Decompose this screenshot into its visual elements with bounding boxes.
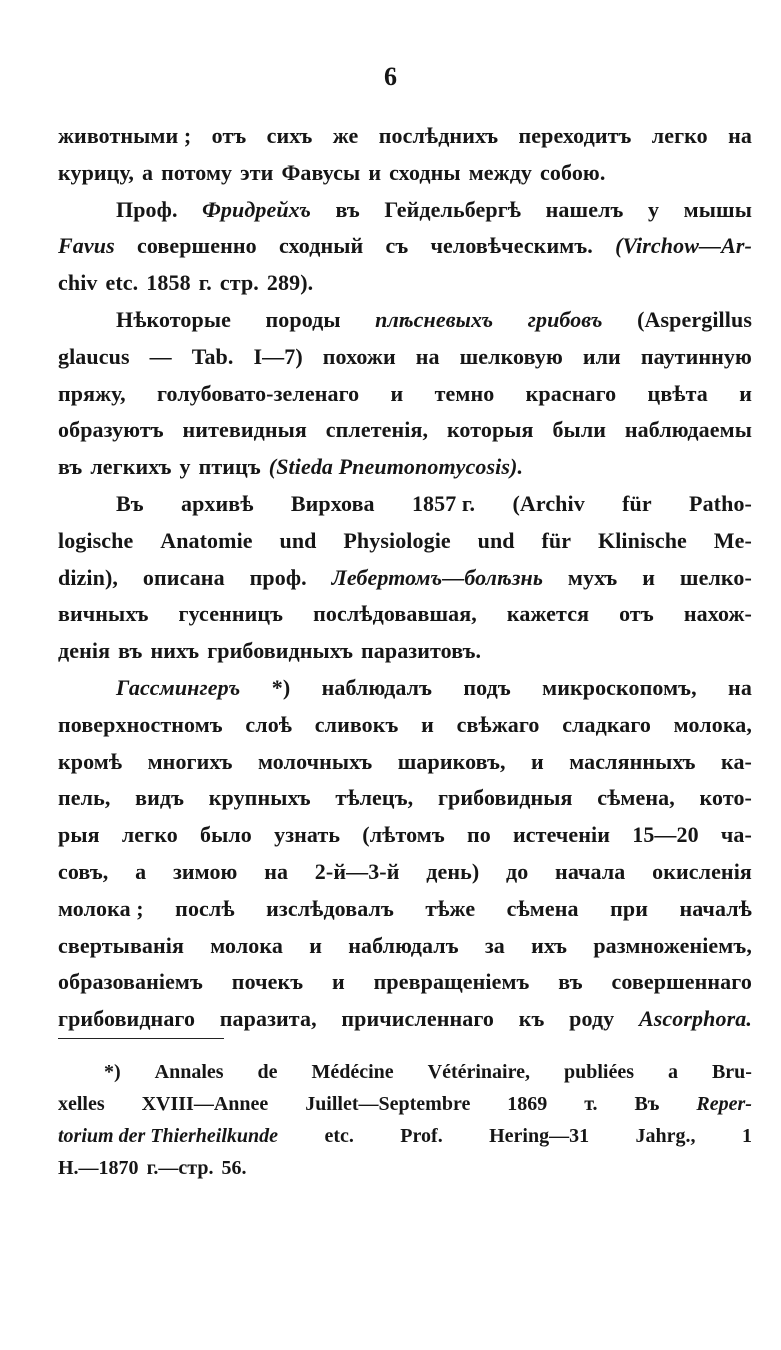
word: Tab. bbox=[191, 343, 234, 369]
word: кажется bbox=[506, 601, 590, 627]
word: были bbox=[552, 417, 607, 443]
word: наблюдаемы bbox=[624, 417, 752, 443]
word: Klinische bbox=[597, 527, 687, 553]
word: видъ bbox=[135, 785, 185, 811]
word: (лѣтомъ bbox=[362, 822, 445, 848]
word: 2-й—3-й bbox=[314, 858, 400, 884]
word: Bru- bbox=[711, 1061, 752, 1083]
word: ка- bbox=[721, 748, 752, 774]
word: наблюдалъ bbox=[321, 674, 433, 700]
word: съ bbox=[385, 233, 409, 259]
word: и bbox=[309, 932, 322, 958]
word: архивѣ bbox=[180, 490, 254, 516]
word: переходитъ bbox=[518, 123, 632, 148]
word: у bbox=[179, 454, 191, 480]
word: H.—1870 bbox=[58, 1157, 139, 1179]
word: пель, bbox=[58, 785, 111, 811]
word: нихъ bbox=[150, 638, 200, 664]
word: въ bbox=[558, 969, 583, 995]
word: паутинную bbox=[640, 343, 752, 369]
text-line bbox=[58, 192, 752, 229]
word: für bbox=[622, 490, 652, 516]
word: между bbox=[468, 159, 533, 185]
text-line bbox=[58, 928, 752, 965]
word: ихъ bbox=[531, 932, 568, 958]
word: etc. bbox=[105, 270, 139, 296]
text-line bbox=[58, 449, 752, 486]
word: und bbox=[477, 527, 515, 553]
word: и bbox=[332, 969, 345, 995]
word: (Stieda Pneumonomycosis). bbox=[268, 454, 524, 480]
word: шелковую bbox=[459, 343, 563, 369]
word: torium der Thierheilkunde bbox=[58, 1125, 279, 1147]
word: темно bbox=[434, 380, 495, 406]
word: или bbox=[582, 343, 621, 369]
word: изслѣдовалъ bbox=[266, 895, 394, 921]
word: роду bbox=[569, 1006, 615, 1032]
word: легко bbox=[651, 123, 708, 148]
word: Prof. bbox=[400, 1125, 443, 1147]
word: Въ bbox=[116, 490, 144, 516]
word: Hering—31 bbox=[489, 1125, 590, 1147]
word: за bbox=[484, 932, 505, 958]
word: молока ; bbox=[58, 895, 144, 921]
text-line bbox=[58, 228, 752, 265]
word: сплетенія, bbox=[325, 417, 429, 443]
word: животными ; bbox=[58, 123, 192, 148]
word: für bbox=[541, 527, 572, 553]
word: *) bbox=[104, 1061, 121, 1083]
word: слоѣ bbox=[245, 711, 293, 737]
text-line bbox=[58, 817, 752, 854]
word: Physiologie bbox=[343, 527, 451, 553]
word: 1869 bbox=[507, 1093, 548, 1115]
word: сходны bbox=[389, 159, 461, 185]
word: послѣднихъ bbox=[378, 123, 499, 148]
word: сладкаго bbox=[562, 711, 652, 737]
word: сѣмена, bbox=[597, 785, 675, 811]
word: отъ bbox=[211, 123, 247, 148]
text-line bbox=[58, 670, 752, 707]
word: окисленія bbox=[652, 858, 752, 884]
word: истеченіи bbox=[513, 822, 611, 848]
word: сѣмена bbox=[506, 895, 579, 921]
word: узнать bbox=[274, 822, 341, 848]
word: т. bbox=[584, 1093, 598, 1115]
word: Фавусы bbox=[281, 159, 361, 185]
word: паразитовъ. bbox=[361, 638, 482, 664]
word: на bbox=[728, 123, 752, 148]
word: а bbox=[135, 858, 147, 884]
word: Juillet—Septembre bbox=[305, 1093, 471, 1115]
word: а bbox=[141, 159, 154, 185]
word: грибовъ bbox=[527, 306, 603, 332]
word: dizin), bbox=[58, 564, 118, 590]
word: многихъ bbox=[147, 748, 233, 774]
word: почекъ bbox=[231, 969, 304, 995]
word: причисленнаго bbox=[341, 1006, 495, 1032]
word: нитевидныя bbox=[182, 417, 307, 443]
word: похожи bbox=[322, 343, 396, 369]
word: 1 bbox=[741, 1125, 752, 1147]
word: и bbox=[390, 380, 404, 406]
text-line bbox=[58, 964, 752, 1001]
text-line bbox=[58, 891, 752, 928]
word: курицу, bbox=[58, 159, 134, 185]
word: на bbox=[264, 858, 289, 884]
word: Reper- bbox=[696, 1093, 752, 1115]
word: молока bbox=[210, 932, 283, 958]
word: у bbox=[648, 196, 660, 222]
word: нахож- bbox=[683, 601, 752, 627]
word: и bbox=[421, 711, 434, 737]
word: und bbox=[279, 527, 317, 553]
word: шелко- bbox=[679, 564, 752, 590]
footnote-line bbox=[58, 1088, 752, 1120]
word: по bbox=[466, 822, 491, 848]
word: Me- bbox=[713, 527, 752, 553]
word: отъ bbox=[619, 601, 654, 627]
word: голубовато-зеленаго bbox=[156, 380, 360, 406]
body-text bbox=[58, 118, 752, 1038]
footnote-divider bbox=[58, 1038, 224, 1039]
text-line bbox=[58, 118, 752, 155]
word: Гейдельбергѣ bbox=[384, 196, 522, 222]
word: совершенно bbox=[136, 233, 257, 259]
word: de bbox=[257, 1061, 278, 1083]
word: послѣ bbox=[175, 895, 235, 921]
word: (Aspergillus bbox=[637, 306, 752, 332]
word: образуютъ bbox=[58, 417, 164, 443]
word: Anatomie bbox=[160, 527, 253, 553]
word: шариковъ, bbox=[397, 748, 506, 774]
page-number: 6 bbox=[384, 62, 397, 91]
word: XVIII—Annee bbox=[141, 1093, 269, 1115]
word: свертыванія bbox=[58, 932, 185, 958]
footnote-line bbox=[58, 1152, 752, 1184]
word: и bbox=[531, 748, 544, 774]
text-line bbox=[58, 633, 752, 670]
word: человѣческимъ. bbox=[430, 233, 593, 259]
word: 1858 bbox=[146, 270, 191, 296]
word: микроскопомъ, bbox=[542, 674, 697, 700]
word: въ bbox=[118, 638, 143, 664]
word: Проф. bbox=[116, 196, 178, 222]
word: потому bbox=[161, 159, 233, 185]
word: кото- bbox=[699, 785, 752, 811]
word: сихъ bbox=[266, 123, 313, 148]
word: крупныхъ bbox=[208, 785, 311, 811]
word: — bbox=[149, 343, 172, 369]
word: началѣ bbox=[679, 895, 752, 921]
word: г.—стр. bbox=[146, 1157, 214, 1179]
text-line bbox=[58, 302, 752, 339]
word: маслянныхъ bbox=[569, 748, 696, 774]
word: рыя bbox=[58, 822, 100, 848]
text-line bbox=[58, 523, 752, 560]
word: publiées bbox=[563, 1061, 635, 1083]
text-line bbox=[58, 560, 752, 597]
word: молочныхъ bbox=[258, 748, 373, 774]
word: породы bbox=[265, 306, 341, 332]
word: легко bbox=[121, 822, 178, 848]
word: гусенницъ bbox=[178, 601, 284, 627]
word: кромѣ bbox=[58, 748, 123, 774]
word: Фридрейхъ bbox=[202, 196, 311, 222]
word: въ bbox=[335, 196, 360, 222]
word: Вирхова bbox=[290, 490, 375, 516]
word: ча- bbox=[720, 822, 752, 848]
word: начала bbox=[555, 858, 626, 884]
word: паразита, bbox=[219, 1006, 317, 1032]
word: было bbox=[199, 822, 252, 848]
footnote-line bbox=[58, 1120, 752, 1152]
word: эти bbox=[240, 159, 274, 185]
word: Jahrg., bbox=[635, 1125, 696, 1147]
word: размноженіемъ, bbox=[593, 932, 752, 958]
text-line bbox=[58, 854, 752, 891]
word: I—7) bbox=[253, 343, 303, 369]
word: Гассмингеръ bbox=[116, 674, 241, 700]
word: Patho- bbox=[689, 490, 752, 516]
word: (Archiv bbox=[512, 490, 585, 516]
word: (Virchow—Ar- bbox=[615, 233, 752, 259]
word: и bbox=[642, 564, 655, 590]
word: 15—20 bbox=[632, 822, 699, 848]
word: къ bbox=[518, 1006, 545, 1032]
word: Ascorphora. bbox=[638, 1006, 752, 1032]
text-line bbox=[58, 339, 752, 376]
word: грибовидныя bbox=[437, 785, 573, 811]
word: нашелъ bbox=[545, 196, 624, 222]
word: образованіемъ bbox=[58, 969, 203, 995]
word: цвѣта bbox=[647, 380, 708, 406]
word: и bbox=[368, 159, 382, 185]
text-line bbox=[58, 376, 752, 413]
word: проф. bbox=[249, 564, 307, 590]
word: послѣдовавшая, bbox=[313, 601, 477, 627]
word: тѣлецъ, bbox=[335, 785, 414, 811]
word: Médécine bbox=[311, 1061, 394, 1083]
word: же bbox=[332, 123, 359, 148]
word: легкихъ bbox=[90, 454, 172, 480]
text-line bbox=[58, 412, 752, 449]
word: пряжу, bbox=[58, 380, 126, 406]
footnote-line bbox=[58, 1056, 752, 1088]
word: на bbox=[728, 674, 752, 700]
text-line bbox=[58, 744, 752, 781]
word: совъ, bbox=[58, 858, 109, 884]
word: подъ bbox=[463, 674, 511, 700]
word: мухъ bbox=[567, 564, 618, 590]
word: xelles bbox=[58, 1093, 105, 1115]
word: chiv bbox=[58, 270, 98, 296]
word: краснаго bbox=[525, 380, 617, 406]
footnote bbox=[58, 1056, 752, 1184]
word: наблюдалъ bbox=[348, 932, 459, 958]
word: Лебертомъ—болѣзнь bbox=[331, 564, 543, 590]
word: денія bbox=[58, 638, 111, 664]
word: etc. bbox=[324, 1125, 354, 1147]
word: грибовидныхъ bbox=[207, 638, 353, 664]
word: *) bbox=[271, 674, 291, 700]
word: совершеннаго bbox=[611, 969, 752, 995]
word: сходный bbox=[278, 233, 364, 259]
text-line bbox=[58, 1001, 752, 1038]
word: день) bbox=[426, 858, 480, 884]
word: свѣжаго bbox=[456, 711, 540, 737]
word: на bbox=[415, 343, 440, 369]
text-line bbox=[58, 486, 752, 523]
text-line bbox=[58, 155, 752, 192]
word: которыя bbox=[446, 417, 534, 443]
word: 1857 г. bbox=[411, 490, 476, 516]
word: при bbox=[610, 895, 648, 921]
word: описана bbox=[142, 564, 225, 590]
word: Въ bbox=[634, 1093, 660, 1115]
word: Vétérinaire, bbox=[427, 1061, 531, 1083]
word: въ bbox=[58, 454, 83, 480]
text-line bbox=[58, 707, 752, 744]
word: превращеніемъ bbox=[373, 969, 530, 995]
word: грибовиднаго bbox=[58, 1006, 196, 1032]
word: Annales bbox=[154, 1061, 224, 1083]
word: сливокъ bbox=[314, 711, 399, 737]
word: glaucus bbox=[58, 343, 130, 369]
word: 289). bbox=[266, 270, 314, 296]
word: до bbox=[505, 858, 529, 884]
word: logische bbox=[58, 527, 134, 553]
word: г. bbox=[198, 270, 212, 296]
word: зимою bbox=[172, 858, 238, 884]
word: и bbox=[739, 380, 752, 406]
word: стр. bbox=[219, 270, 259, 296]
word: птицъ bbox=[198, 454, 261, 480]
text-line bbox=[58, 596, 752, 633]
word: a bbox=[667, 1061, 678, 1083]
word: мышы bbox=[683, 196, 752, 222]
word: Нѣкоторые bbox=[116, 306, 232, 332]
word: собою. bbox=[540, 159, 606, 185]
word: вичныхъ bbox=[58, 601, 149, 627]
text-line bbox=[58, 265, 752, 302]
word: молока, bbox=[673, 711, 752, 737]
word: Favus bbox=[58, 233, 115, 259]
text-line bbox=[58, 780, 752, 817]
word: 56. bbox=[221, 1157, 247, 1179]
word: тѣже bbox=[425, 895, 476, 921]
word: поверхностномъ bbox=[58, 711, 223, 737]
word: плѣсневыхъ bbox=[375, 306, 494, 332]
